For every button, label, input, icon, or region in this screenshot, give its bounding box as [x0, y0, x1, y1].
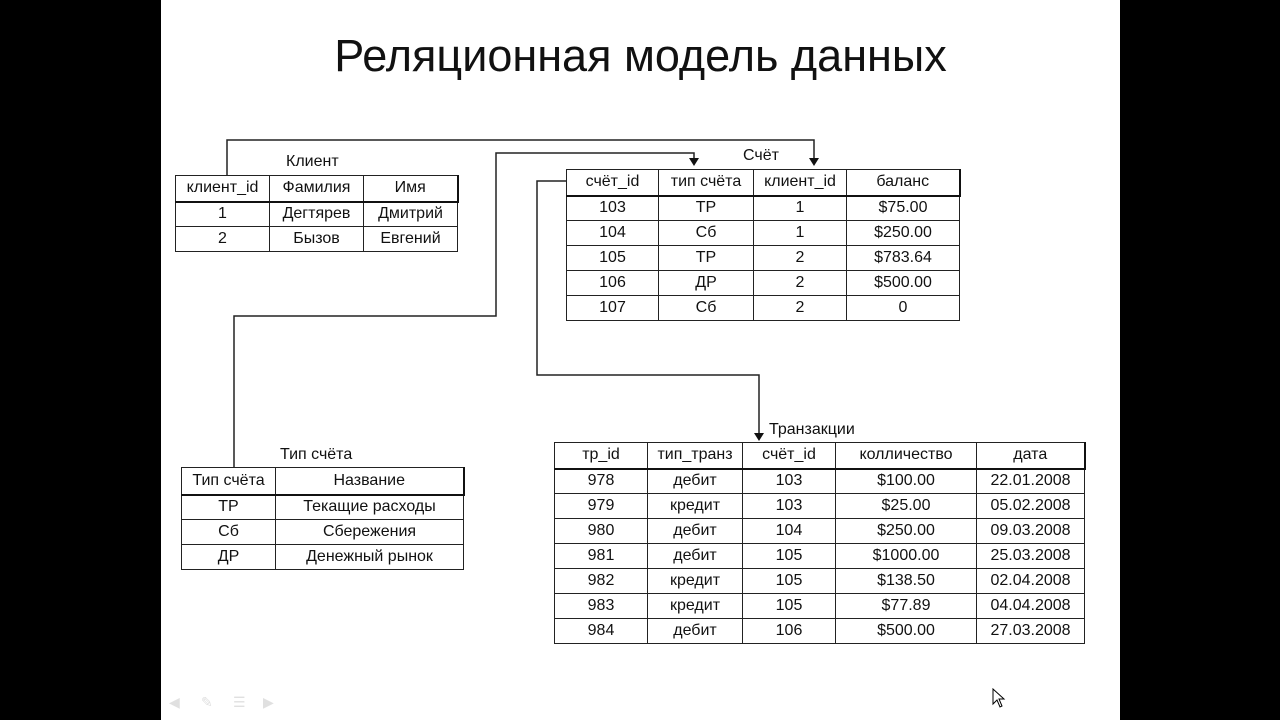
cell: 979	[555, 494, 648, 519]
cell: 984	[555, 619, 648, 644]
transactions-col-type: тип_транз	[648, 443, 743, 469]
transactions-table	[554, 442, 1086, 644]
account-col-balance: баланс	[847, 170, 960, 196]
table-row	[567, 296, 960, 321]
table-row	[555, 594, 1085, 619]
account-type-table-label: Тип счёта	[280, 446, 353, 463]
table-row	[567, 221, 960, 246]
cell: Денежный рынок	[276, 545, 464, 570]
transactions-col-id: тр_id	[555, 443, 648, 469]
cell: 02.04.2008	[977, 569, 1085, 594]
arrow-account-to-transactions	[754, 433, 764, 441]
cell: 2	[176, 227, 270, 252]
table-row	[555, 519, 1085, 544]
cell: 1	[754, 196, 847, 221]
account-table	[566, 169, 961, 321]
table-row	[555, 494, 1085, 519]
transactions-col-amount: колличество	[836, 443, 977, 469]
cell: 104	[567, 221, 659, 246]
cell: 104	[743, 519, 836, 544]
cell: 1	[176, 202, 270, 227]
cell: Сб	[659, 296, 754, 321]
cell: 0	[847, 296, 960, 321]
table-row	[555, 544, 1085, 569]
cell: $1000.00	[836, 544, 977, 569]
cell: 106	[743, 619, 836, 644]
cell: 978	[555, 469, 648, 494]
cell: 04.04.2008	[977, 594, 1085, 619]
cell: $250.00	[836, 519, 977, 544]
transactions-col-account-id: счёт_id	[743, 443, 836, 469]
cell: 2	[754, 271, 847, 296]
cell: 05.02.2008	[977, 494, 1085, 519]
cell: Дегтярев	[270, 202, 364, 227]
table-row	[182, 520, 464, 545]
cell: 103	[567, 196, 659, 221]
client-col-surname: Фамилия	[270, 176, 364, 202]
next-slide-icon[interactable]: ▶	[263, 694, 274, 710]
account-type-col-name: Название	[276, 468, 464, 495]
arrow-type-to-account	[689, 158, 699, 166]
cell: 105	[743, 544, 836, 569]
mouse-cursor-icon	[992, 688, 1006, 708]
prev-slide-icon[interactable]: ◀	[169, 694, 180, 710]
account-table-label: Счёт	[743, 147, 779, 164]
table-row	[555, 469, 1085, 494]
account-col-type: тип счёта	[659, 170, 754, 196]
transactions-col-date: дата	[977, 443, 1085, 469]
table-row	[182, 545, 464, 570]
cell: $75.00	[847, 196, 960, 221]
table-row	[567, 246, 960, 271]
cell: 105	[743, 594, 836, 619]
cell: Сб	[659, 221, 754, 246]
cell: дебит	[648, 469, 743, 494]
cell: 09.03.2008	[977, 519, 1085, 544]
account-col-id: счёт_id	[567, 170, 659, 196]
slide	[161, 0, 1120, 720]
cell: кредит	[648, 569, 743, 594]
cell: 22.01.2008	[977, 469, 1085, 494]
cell: 103	[743, 494, 836, 519]
cell: 2	[754, 246, 847, 271]
cell: ТР	[659, 246, 754, 271]
cell: 106	[567, 271, 659, 296]
client-col-name: Имя	[364, 176, 458, 202]
cell: $250.00	[847, 221, 960, 246]
table-row	[182, 495, 464, 520]
cell: 105	[567, 246, 659, 271]
cell: $100.00	[836, 469, 977, 494]
cell: 1	[754, 221, 847, 246]
table-row	[567, 271, 960, 296]
cell: кредит	[648, 594, 743, 619]
cell: Текащие расходы	[276, 495, 464, 520]
cell: $500.00	[836, 619, 977, 644]
cell: 982	[555, 569, 648, 594]
client-col-id: клиент_id	[176, 176, 270, 202]
menu-icon[interactable]: ☰	[233, 694, 246, 710]
cell: Евгений	[364, 227, 458, 252]
account-type-table	[181, 467, 465, 570]
table-row	[176, 202, 458, 227]
table-row	[555, 569, 1085, 594]
cell: Сб	[182, 520, 276, 545]
cell: ДР	[659, 271, 754, 296]
account-col-client-id: клиент_id	[754, 170, 847, 196]
cell: Сбережения	[276, 520, 464, 545]
cell: 983	[555, 594, 648, 619]
cell: $25.00	[836, 494, 977, 519]
cell: 25.03.2008	[977, 544, 1085, 569]
transactions-table-label: Транзакции	[769, 421, 855, 438]
cell: 105	[743, 569, 836, 594]
table-row	[555, 619, 1085, 644]
cell: кредит	[648, 494, 743, 519]
cell: 981	[555, 544, 648, 569]
cell: $77.89	[836, 594, 977, 619]
cell: ТР	[659, 196, 754, 221]
cell: $500.00	[847, 271, 960, 296]
cell: $138.50	[836, 569, 977, 594]
cell: ДР	[182, 545, 276, 570]
arrow-client-to-account	[809, 158, 819, 166]
client-table	[175, 175, 459, 252]
cell: дебит	[648, 519, 743, 544]
table-row	[567, 196, 960, 221]
cell: дебит	[648, 544, 743, 569]
cell: ТР	[182, 495, 276, 520]
cell: Бызов	[270, 227, 364, 252]
account-type-col-type: Тип счёта	[182, 468, 276, 495]
cell: Дмитрий	[364, 202, 458, 227]
cell: 980	[555, 519, 648, 544]
cell: 2	[754, 296, 847, 321]
cell: 27.03.2008	[977, 619, 1085, 644]
cell: 107	[567, 296, 659, 321]
pen-icon[interactable]: ✎	[201, 694, 213, 710]
cell: 103	[743, 469, 836, 494]
slide-title: Реляционная модель данных	[334, 30, 947, 81]
client-table-label: Клиент	[286, 153, 339, 170]
cell: $783.64	[847, 246, 960, 271]
table-row	[176, 227, 458, 252]
cell: дебит	[648, 619, 743, 644]
